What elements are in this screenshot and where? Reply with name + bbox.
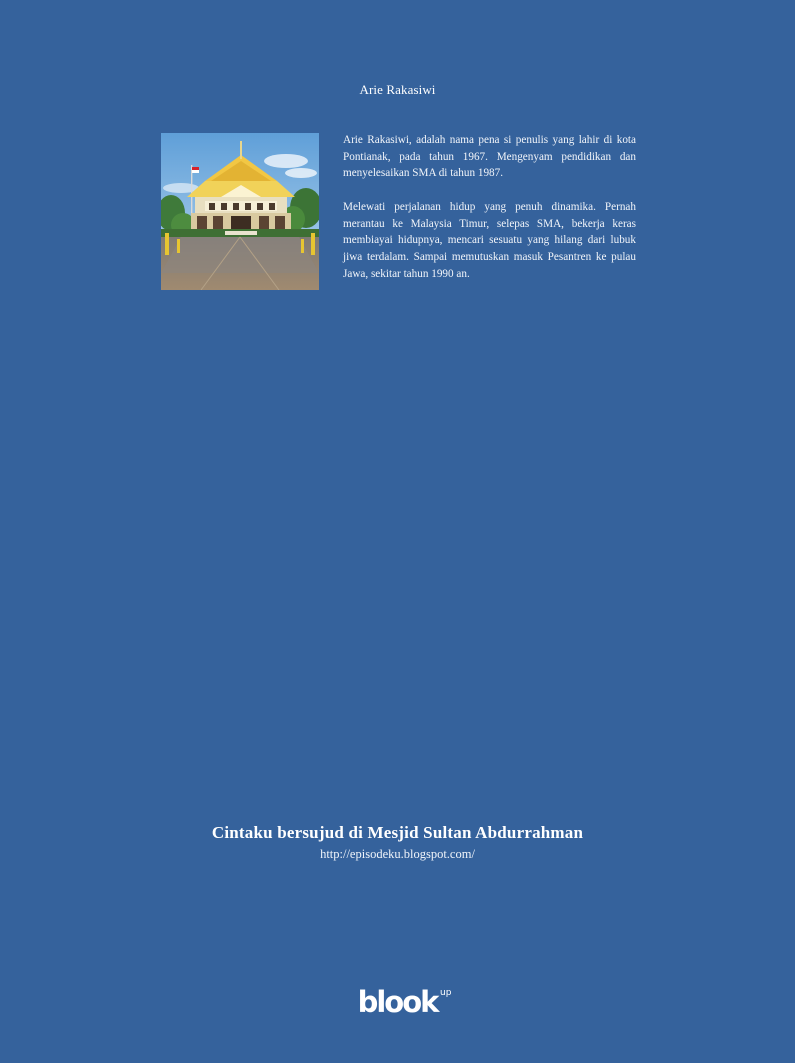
author-name: Arie Rakasiwi	[359, 82, 436, 97]
author-photo	[161, 133, 319, 290]
book-title: Cintaku bersujud di Mesjid Sultan Abdurrahman	[211, 823, 584, 842]
blookup-logo	[0, 986, 795, 1018]
book-url: http://episodeku.blogspot.com/	[320, 847, 475, 861]
logo-superscript: up	[440, 988, 452, 998]
logo-text: blook	[357, 985, 438, 1019]
bio-paragraph-2: Melewati perjalanan hidup yang penuh dinamika. Pernah merantau ke Malaysia Timur, selepas SMA, bekerja keras membiayai hidupnya, mencari sesuatu yang hilang dari lubuk jiwa terdalam. Sampai memutuskan masuk Pesantren ke pulau Jawa, sekitar tahun 1990 an.	[343, 200, 636, 280]
author-bio	[343, 132, 636, 299]
bio-paragraph-1: Arie Rakasiwi, adalah nama pena si penulis yang lahir di kota Pontianak, pada tahun 1967. Mengenyam pendidikan dan menyelesaikan SMA di tahun 1987.	[343, 134, 636, 180]
